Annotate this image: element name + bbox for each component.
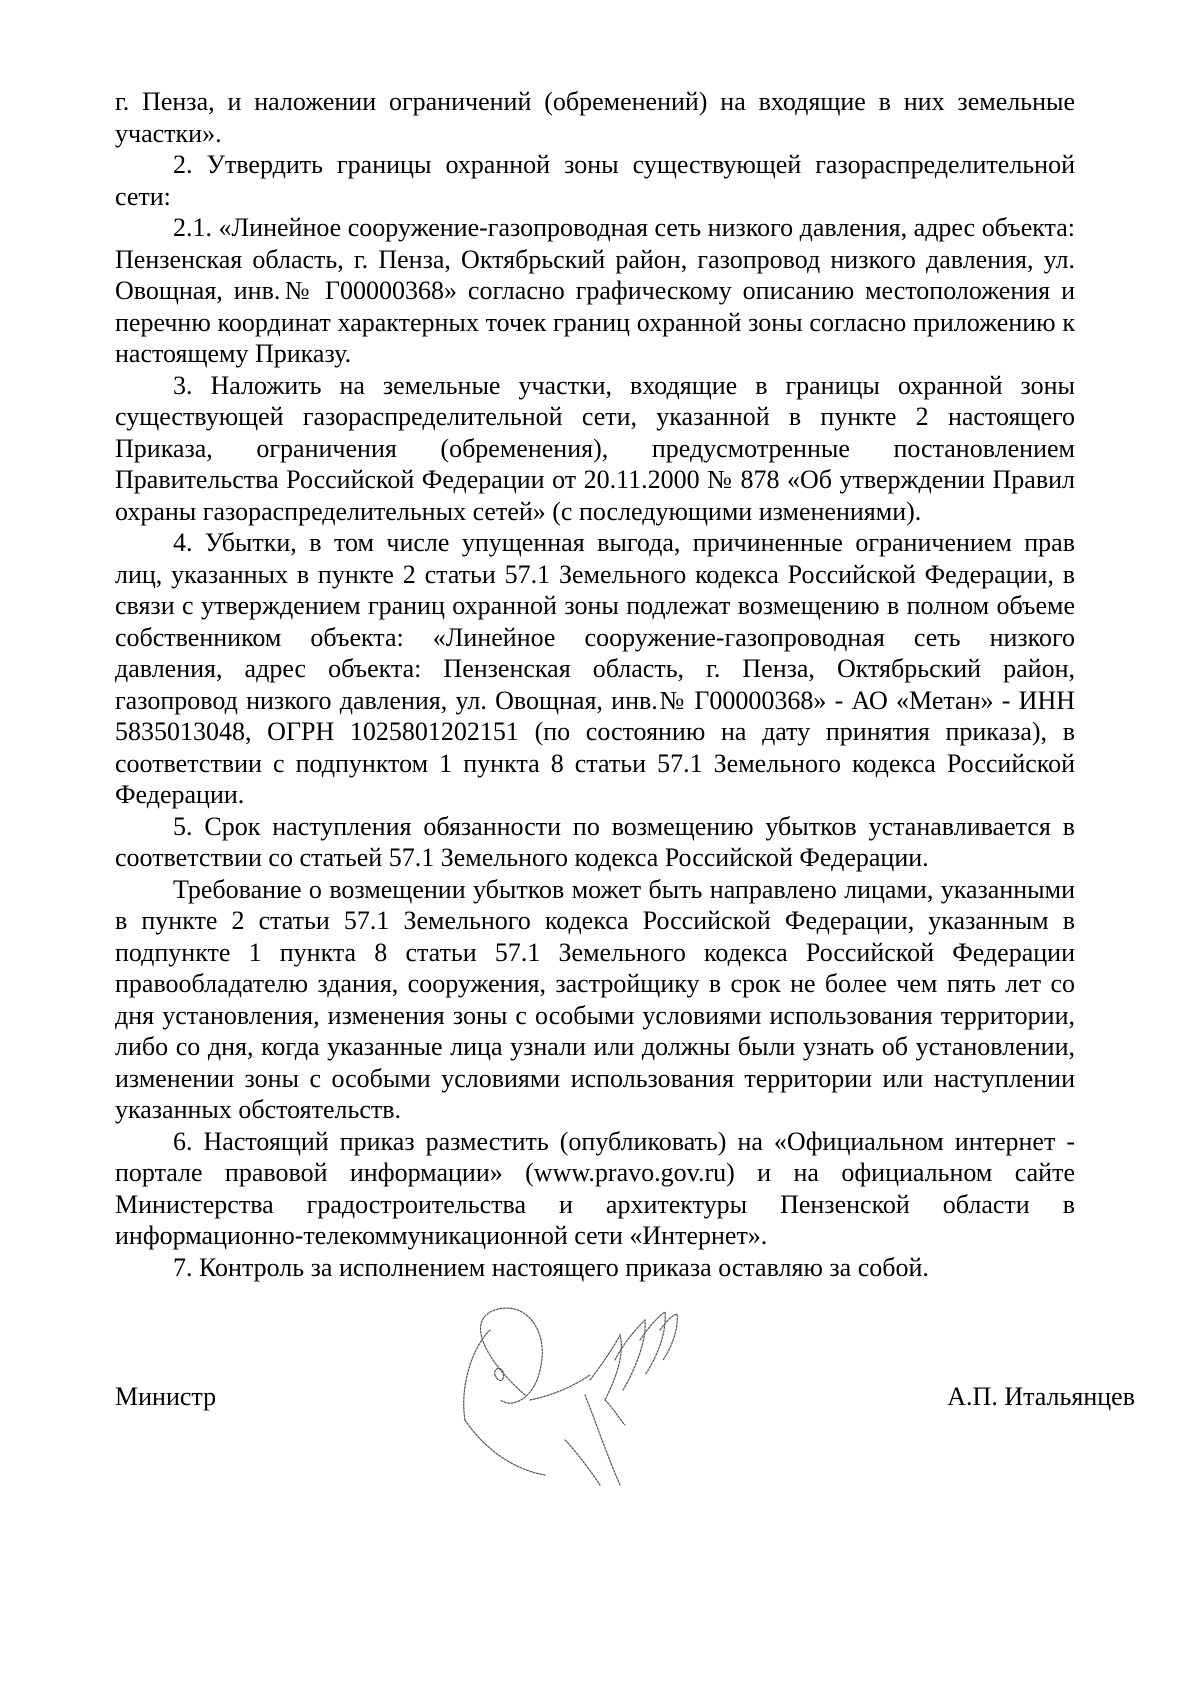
signatory-position: Министр [115, 1382, 217, 1411]
paragraph-item-4: 4. Убытки, в том числе упущенная выгода, причиненные ограничением прав лиц, указанных в пункте 2 статьи 57.1 Земельного кодекса Российской Федерации, в связи с утверждением границ охранной зоны подлежат возмещению в полном объеме собственником объекта: «Линейное сооружение-газопроводная сеть низкого давления, адрес объекта: Пензенская область, г. Пенза, Октябрьский район, газопровод низкого давления, ул. Овощная, инв.№ Г00000368» - АО «Метан» - ИНН 5835013048, ОГРН 1025801202151 (по состоянию на дату принятия приказа), в соответствии с подпунктом 1 пункта 8 статьи 57.1 Земельного кодекса Российской Федерации. [115, 528, 1075, 809]
paragraph-item-2-1: 2.1. «Линейное сооружение-газопроводная сеть низкого давления, адрес объекта: Пензенская область, г. Пенза, Октябрьский район, газопровод низкого давления, ул. Овощная, инв.№ Г00000368» согласно графическому описанию местоположения и перечню координат характерных точек границ охранной зоны согласно приложению к настоящему Приказу. [115, 213, 1075, 368]
document-body [115, 86, 1075, 1283]
signature-block [115, 1382, 1135, 1422]
signatory-name: А.П. Итальянцев [947, 1382, 1135, 1411]
paragraph-continuation: г. Пенза, и наложении ограничений (обременений) на входящие в них земельные участки». [115, 87, 1075, 148]
paragraph-item-6: 6. Настоящий приказ разместить (опубликовать) на «Официальном интернет - портале правовой информации» (www.pravo.gov.ru) и на официальном сайте Министерства градостроительства и архитектуры Пензенской области в информационно-телекоммуникационной сети «Интернет». [115, 1126, 1075, 1250]
paragraph-item-7: 7. Контроль за исполнением настоящего приказа оставляю за собой. [173, 1252, 929, 1282]
paragraph-claim-requirement: Требование о возмещении убытков может быть направлено лицами, указанными в пункте 2 статьи 57.1 Земельного кодекса Российской Федерации, указанным в подпункте 1 пункта 8 статьи 57.1 Земельного кодекса Российской Федерации правообладателю здания, сооружения, застройщику в срок не более чем пять лет со дня установления, изменения зоны с особыми условиями использования территории, либо со дня, когда указанные лица узнали или должны были узнать об установлении, изменении зоны с особыми условиями использования территории или наступлении указанных обстоятельств. [115, 874, 1075, 1124]
paragraph-item-2: 2. Утвердить границы охранной зоны существующей газораспределительной сети: [115, 150, 1075, 211]
paragraph-item-5: 5. Срок наступления обязанности по возмещению убытков устанавливается в соответствии со статьей 57.1 Земельного кодекса Российской Федерации. [115, 811, 1075, 872]
paragraph-item-3: 3. Наложить на земельные участки, входящие в границы охранной зоны существующей газораспределительной сети, указанной в пункте 2 настоящего Приказа, ограничения (обременения), предусмотренные постановлением Правительства Российской Федерации от 20.11.2000 № 878 «Об утверждении Правил охраны газораспределительных сетей» (с последующими изменениями). [115, 370, 1075, 526]
